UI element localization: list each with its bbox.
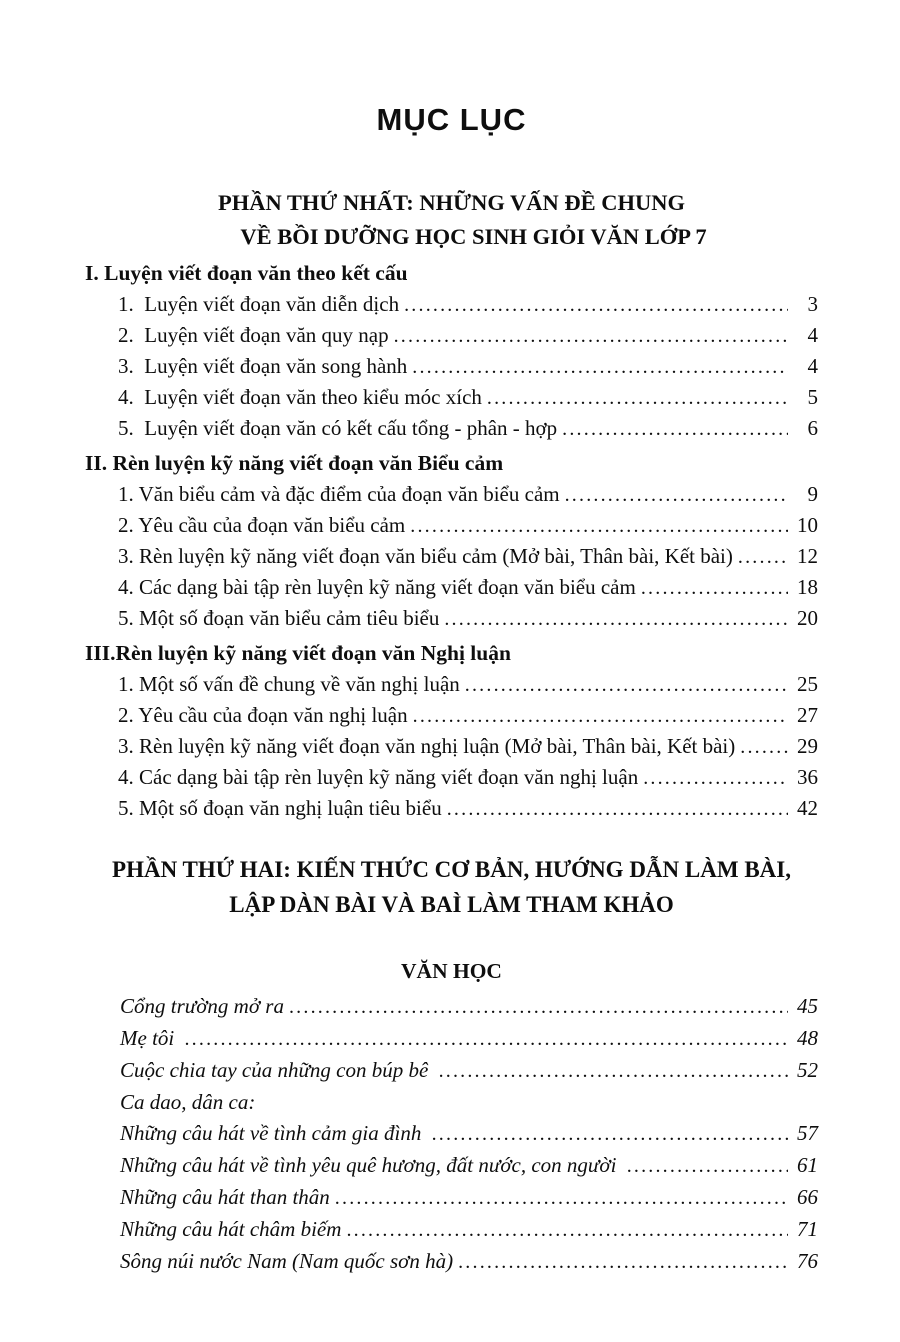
toc-entry-page-number: 48 — [797, 1026, 818, 1050]
toc-entry — [85, 289, 818, 320]
dot-leader — [346, 1214, 788, 1246]
toc-entry-label: 4. Các dạng bài tập rèn luyện kỹ năng viết đoạn văn biểu cảm — [118, 575, 636, 599]
dot-leader — [413, 700, 788, 731]
part-two-heading-line1: PHẦN THỨ HAI: KIẾN THỨC CƠ BẢN, HƯỚNG DẪN LÀM BÀI, — [112, 857, 791, 882]
toc-entry-page-number: 6 — [807, 416, 818, 440]
toc-entry-page-number: 45 — [797, 994, 818, 1018]
section-heading: I. Luyện viết đoạn văn theo kết cấu — [85, 261, 408, 285]
toc-entry-label: Sông núi nước Nam (Nam quốc sơn hà) — [120, 1249, 454, 1273]
dot-leader — [740, 731, 788, 762]
toc-entry — [85, 1182, 818, 1214]
toc-entry — [85, 700, 818, 731]
toc-entry-label: Mẹ tôi — [120, 1026, 180, 1050]
toc-entry-page-number: 42 — [797, 796, 818, 820]
toc-entry-page-number: 5 — [807, 385, 818, 409]
toc-entry — [85, 479, 818, 510]
toc-entry-label: 4. Các dạng bài tập rèn luyện kỹ năng viết đoạn văn nghị luận — [118, 765, 639, 789]
toc-entry — [85, 1023, 818, 1055]
toc-entry-page-number: 61 — [797, 1153, 818, 1177]
dot-leader — [394, 320, 788, 351]
toc-entry — [85, 1055, 818, 1087]
toc-entry-label: 2. Luyện viết đoạn văn quy nạp — [118, 323, 389, 347]
toc-entry-label: 5. Luyện viết đoạn văn có kết cấu tổng - phân - hợp — [118, 416, 558, 440]
toc-entry-page-number: 18 — [797, 575, 818, 599]
section-i — [85, 258, 818, 444]
page-title: MỤC LỤC — [376, 102, 527, 137]
part-one-heading-line1: PHẦN THỨ NHẤT: NHỮNG VẤN ĐỀ CHUNG — [217, 190, 686, 215]
toc-entry-page-number: 25 — [797, 672, 818, 696]
dot-leader — [643, 762, 788, 793]
toc-entry-label: 3. Luyện viết đoạn văn song hành — [118, 354, 408, 378]
dot-leader — [335, 1182, 788, 1214]
dot-leader — [444, 603, 788, 634]
toc-entry-label: Những câu hát than thân — [120, 1185, 330, 1209]
toc-entry-label: Những câu hát về tình yêu quê hương, đất nước, con người — [120, 1153, 622, 1177]
toc-entry — [85, 991, 818, 1023]
toc-entry-page-number: 52 — [797, 1058, 818, 1082]
dot-leader — [465, 669, 788, 700]
part-two-heading-line2: LẬP DÀN BÀI VÀ BAÌ LÀM THAM KHẢO — [229, 892, 674, 917]
toc-entry-label: 4. Luyện viết đoạn văn theo kiểu móc xích — [118, 385, 482, 409]
toc-entry-page-number: 3 — [807, 292, 818, 316]
section-heading: III.Rèn luyện kỹ năng viết đoạn văn Nghị luận — [85, 641, 511, 665]
toc-entry-page-number: 57 — [797, 1121, 818, 1145]
toc-entry-label: 2. Yêu cầu của đoạn văn biểu cảm — [118, 513, 406, 537]
toc-entry — [85, 413, 818, 444]
toc-content — [0, 102, 900, 1278]
toc-entry-page-number: 12 — [797, 544, 818, 568]
van-hoc-heading: VĂN HỌC — [401, 959, 502, 983]
dot-leader — [641, 572, 788, 603]
toc-entry — [85, 382, 818, 413]
dot-leader — [565, 479, 788, 510]
dot-leader — [184, 1023, 788, 1055]
dot-leader — [487, 382, 788, 413]
toc-entry — [85, 603, 818, 634]
toc-entry-label: 1. Một số vấn đề chung về văn nghị luận — [118, 672, 460, 696]
section-heading: II. Rèn luyện kỹ năng viết đoạn văn Biểu cảm — [85, 451, 504, 475]
part-two-heading — [85, 852, 818, 922]
dot-leader — [432, 1118, 788, 1150]
dot-leader — [410, 510, 788, 541]
toc-entry-page-number: 71 — [797, 1217, 818, 1241]
dot-leader — [412, 351, 788, 382]
toc-entry-label: Cổng trường mở ra — [120, 994, 284, 1018]
toc-entry-page-number: 9 — [807, 482, 818, 506]
toc-entry-label: 3. Rèn luyện kỹ năng viết đoạn văn biểu cảm (Mở bài, Thân bài, Kết bài) — [118, 544, 733, 568]
toc-entry — [85, 1118, 818, 1150]
van-hoc-list — [85, 991, 818, 1278]
toc-entry-page-number: 29 — [797, 734, 818, 758]
toc-entry — [85, 731, 818, 762]
dot-leader — [447, 793, 788, 824]
toc-entry-page-number: 4 — [807, 354, 818, 378]
section-iii — [85, 638, 818, 824]
dot-leader — [289, 991, 788, 1023]
toc-entry-page-number: 27 — [797, 703, 818, 727]
toc-entry-page-number: 20 — [797, 606, 818, 630]
toc-entry-label: Cuộc chia tay của những con búp bê — [120, 1058, 434, 1082]
dot-leader — [738, 541, 788, 572]
toc-entry-page-number: 36 — [797, 765, 818, 789]
toc-entry — [85, 1246, 818, 1278]
toc-entry — [85, 572, 818, 603]
toc-entry-label: 1. Văn biểu cảm và đặc điểm của đoạn văn biểu cảm — [118, 482, 560, 506]
dot-leader — [562, 413, 788, 444]
toc-entry — [85, 1214, 818, 1246]
dot-leader — [627, 1150, 788, 1182]
toc-entry-label: Ca dao, dân ca: — [120, 1090, 256, 1114]
toc-entry-page-number: 76 — [797, 1249, 818, 1273]
toc-entry-label: 1. Luyện viết đoạn văn diễn dịch — [118, 292, 400, 316]
dot-leader — [458, 1246, 788, 1278]
toc-entry — [85, 793, 818, 824]
toc-entry-label: Những câu hát về tình cảm gia đình — [120, 1121, 427, 1145]
toc-entry-label: 5. Một số đoạn văn biểu cảm tiêu biểu — [118, 606, 440, 630]
toc-entry-page-number: 4 — [807, 323, 818, 347]
part-one-heading — [85, 186, 818, 254]
toc-entry — [85, 1150, 818, 1182]
toc-entry-label: 2. Yêu cầu của đoạn văn nghị luận — [118, 703, 408, 727]
toc-entry — [85, 1087, 818, 1118]
dot-leader — [439, 1055, 788, 1087]
toc-entry — [85, 510, 818, 541]
section-ii — [85, 448, 818, 634]
toc-entry — [85, 320, 818, 351]
toc-entry — [85, 351, 818, 382]
toc-entry-label: 5. Một số đoạn văn nghị luận tiêu biểu — [118, 796, 442, 820]
toc-entry — [85, 541, 818, 572]
toc-entry-label: Những câu hát châm biếm — [120, 1217, 342, 1241]
toc-entry — [85, 669, 818, 700]
dot-leader — [404, 289, 788, 320]
toc-entry-page-number: 10 — [797, 513, 818, 537]
toc-entry-label: 3. Rèn luyện kỹ năng viết đoạn văn nghị luận (Mở bài, Thân bài, Kết bài) — [118, 734, 736, 758]
part-one-heading-line2: VỀ BỒI DƯỠNG HỌC SINH GIỎI VĂN LỚP 7 — [240, 224, 707, 249]
toc-entry — [85, 762, 818, 793]
toc-entry-page-number: 66 — [797, 1185, 818, 1209]
